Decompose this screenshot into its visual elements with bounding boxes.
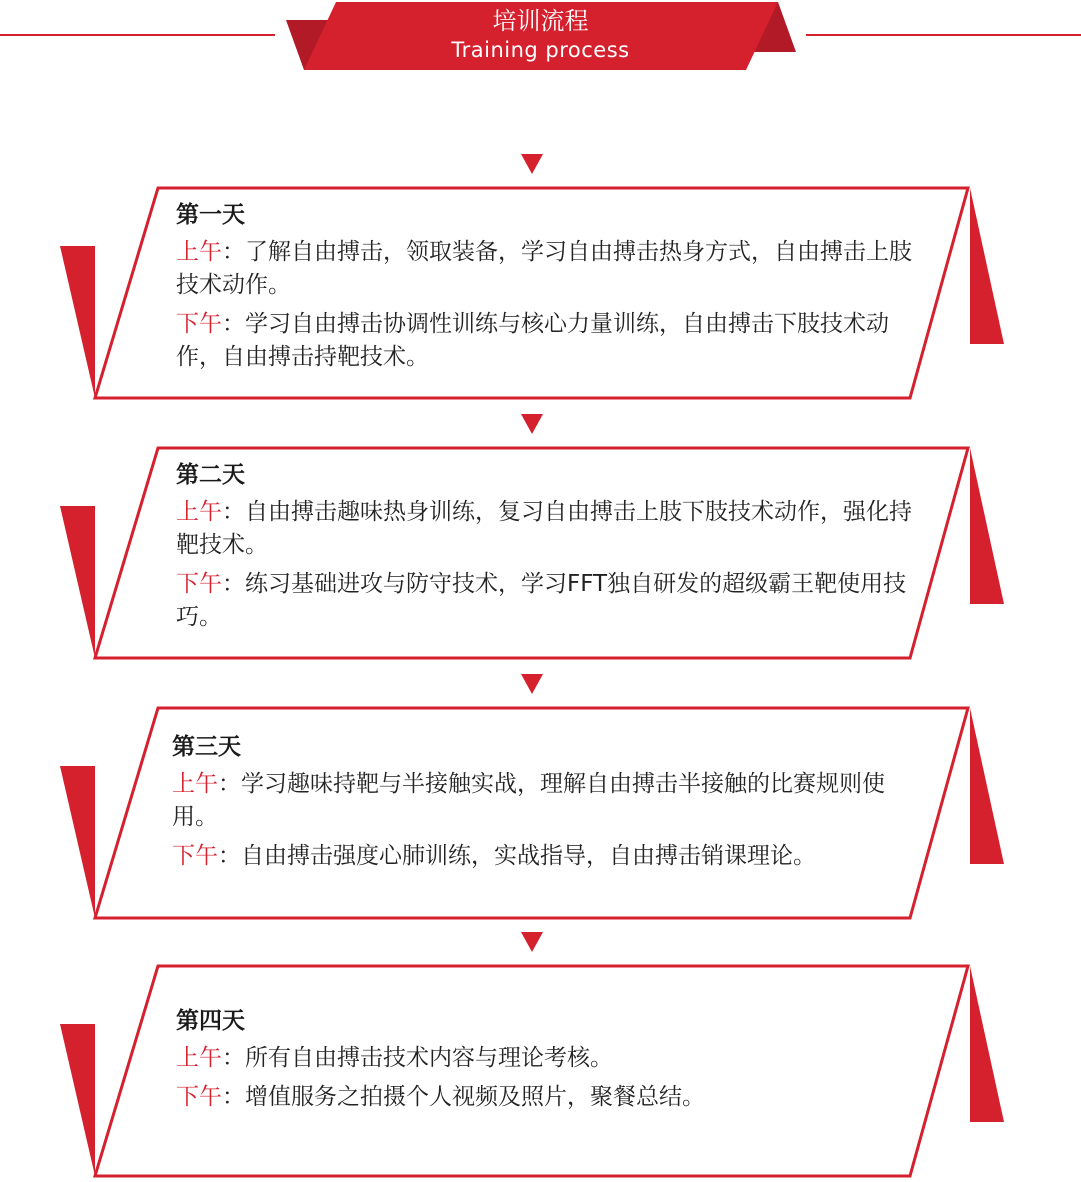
morning-schedule <box>176 1042 916 1075</box>
day-title: 第一天 <box>176 202 245 228</box>
morning-label: 上午 <box>172 771 218 797</box>
afternoon-schedule <box>172 840 912 873</box>
day-card <box>0 964 1081 1182</box>
down-arrow-icon <box>521 154 543 174</box>
down-arrow-icon <box>521 674 543 694</box>
day-title: 第二天 <box>176 462 245 488</box>
afternoon-schedule <box>176 568 916 634</box>
afternoon-label: 下午 <box>176 311 222 337</box>
morning-label: 上午 <box>176 239 222 265</box>
afternoon-text: ：练习基础进攻与防守技术，学习FFT独自研发的超级霸王靶使用技巧。 <box>176 571 907 630</box>
day-card <box>0 446 1081 664</box>
morning-schedule <box>172 768 912 834</box>
afternoon-schedule <box>176 308 916 374</box>
header-title: 培训流程 <box>492 7 589 35</box>
afternoon-text: ：自由搏击强度心肺训练，实战指导，自由搏击销课理论。 <box>218 843 816 869</box>
morning-text: ：自由搏击趣味热身训练，复习自由搏击上肢下肢技术动作，强化持靶技术。 <box>176 499 912 558</box>
morning-label: 上午 <box>176 1045 222 1071</box>
afternoon-label: 下午 <box>176 1084 222 1110</box>
afternoon-schedule <box>176 1081 916 1114</box>
morning-label: 上午 <box>176 499 222 525</box>
morning-schedule <box>176 496 916 562</box>
down-arrow-icon <box>521 414 543 434</box>
day-card <box>0 186 1081 404</box>
morning-text: ：所有自由搏击技术内容与理论考核。 <box>222 1045 613 1071</box>
day-title: 第三天 <box>172 734 241 760</box>
afternoon-label: 下午 <box>172 843 218 869</box>
down-arrow-icon <box>521 932 543 952</box>
morning-schedule <box>176 236 916 302</box>
morning-text: ：学习趣味持靶与半接触实战，理解自由搏击半接触的比赛规则使用。 <box>172 771 885 830</box>
day-title: 第四天 <box>176 1008 245 1034</box>
header-subtitle: Training process <box>451 38 630 62</box>
day-card <box>0 706 1081 924</box>
morning-text: ：了解自由搏击，领取装备，学习自由搏击热身方式，自由搏击上肢技术动作。 <box>176 239 912 298</box>
afternoon-text: ：增值服务之拍摄个人视频及照片，聚餐总结。 <box>222 1084 705 1110</box>
afternoon-label: 下午 <box>176 571 222 597</box>
afternoon-text: ：学习自由搏击协调性训练与核心力量训练，自由搏击下肢技术动作，自由搏击持靶技术。 <box>176 311 889 370</box>
